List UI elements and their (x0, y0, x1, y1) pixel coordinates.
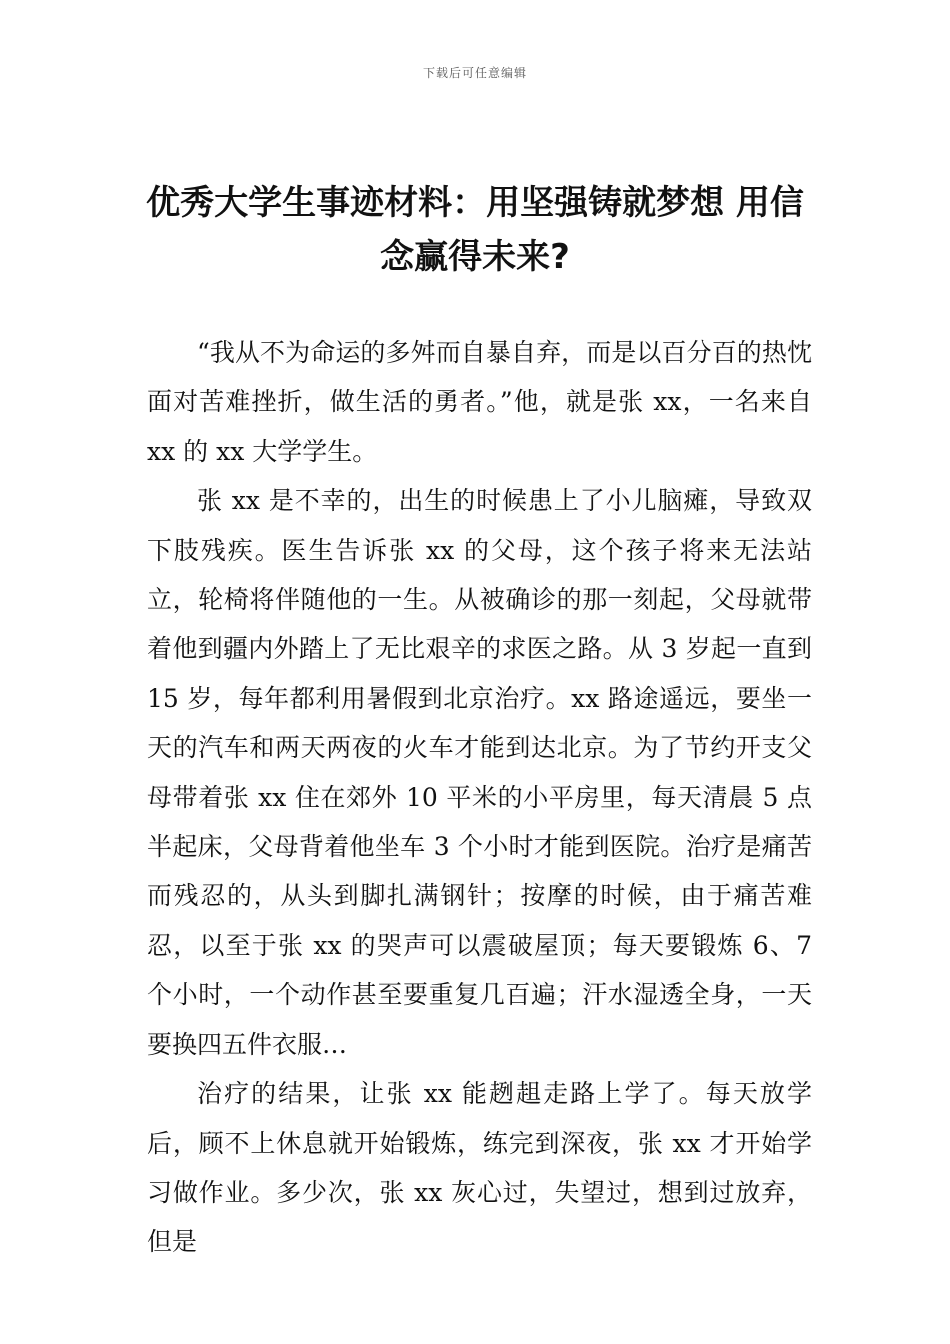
page-header-note: 下载后可任意编辑 (422, 66, 527, 80)
document-body (147, 328, 812, 1267)
body-paragraph-2: 张 xx 是不幸的，出生的时候患上了小儿脑瘫，导致双下肢残疾。医生告诉张 xx 的父母，这个孩子将来无法站立，轮椅将伴随他的一生。从被确诊的那一刻起，父母就带着他到疆内外踏上了无比艰辛的求医之路。从 3 岁起一直到 15 岁，每年都利用暑假到北京治疗。xx 路途遥远，要坐一天的汽车和两天两夜的火车才能到达北京。为了节约开支父母带着张 xx 住在郊外 10 平米的小平房里，每天清晨 5 点半起床，父母背着他坐车 3 个小时才能到医院。治疗是痛苦而残忍的，从头到脚扎满钢针；按摩的时候，由于痛苦难忍，以至于张 xx 的哭声可以震破屋顶；每天要锻炼 6、7 个小时，一个动作甚至要重复几百遍；汗水湿透全身，一天要换四五件衣服… (147, 486, 812, 1059)
body-paragraph-1: “我从不为命运的多舛而自暴自弃，而是以百分百的热忱面对苦难挫折，做生活的勇者。”他，就是张 xx，一名来自 xx 的 xx 大学学生。 (147, 338, 812, 466)
body-paragraph-3: 治疗的结果，让张 xx 能趔趄走路上学了。每天放学后，顾不上休息就开始锻炼，练完到深夜，张 xx 才开始学习做作业。多少次，张 xx 灰心过，失望过，想到过放弃，但是 (147, 1079, 812, 1257)
document-title: 优秀大学生事迹材料：用坚强铸就梦想 用信念赢得未来? (146, 183, 804, 277)
